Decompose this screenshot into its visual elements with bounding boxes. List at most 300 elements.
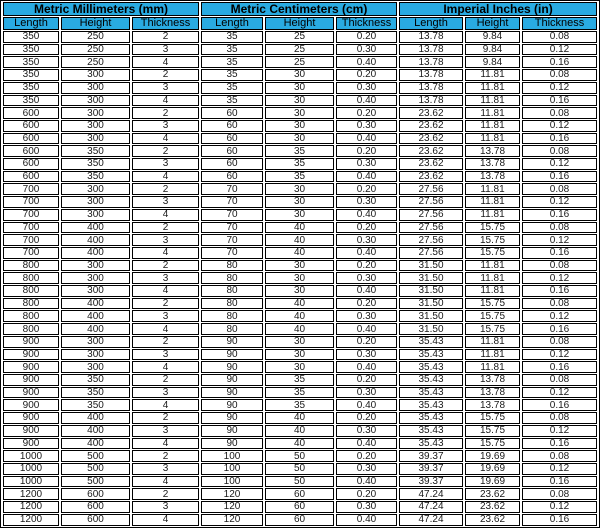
table-cell: 23.62	[465, 501, 520, 513]
table-cell: 47.24	[399, 488, 463, 500]
table-cell: 0.16	[522, 133, 597, 145]
table-cell: 27.56	[399, 183, 463, 195]
table-cell: 0.30	[336, 196, 397, 208]
table-cell: 2	[132, 183, 199, 195]
table-cell: 35.43	[399, 438, 463, 450]
table-cell: 2	[132, 412, 199, 424]
table-cell: 300	[61, 196, 130, 208]
table-cell: 900	[3, 387, 59, 399]
table-cell: 19.69	[465, 450, 520, 462]
table-cell: 0.16	[522, 95, 597, 107]
table-cell: 0.30	[336, 234, 397, 246]
table-cell: 0.30	[336, 501, 397, 513]
table-cell: 11.81	[465, 285, 520, 297]
table-cell: 400	[61, 412, 130, 424]
table-cell: 11.81	[465, 69, 520, 81]
table-cell: 600	[3, 107, 59, 119]
table-cell: 35	[265, 374, 334, 386]
table-cell: 350	[3, 95, 59, 107]
table-cell: 4	[132, 209, 199, 221]
table-row	[3, 323, 597, 335]
table-cell: 300	[61, 95, 130, 107]
table-cell: 11.81	[465, 82, 520, 94]
table-row	[3, 514, 597, 526]
table-cell: 13.78	[399, 44, 463, 56]
table-cell: 300	[61, 361, 130, 373]
table-cell: 600	[3, 145, 59, 157]
table-cell: 35.43	[399, 361, 463, 373]
table-cell: 0.40	[336, 247, 397, 259]
table-cell: 4	[132, 399, 199, 411]
table-cell: 31.50	[399, 298, 463, 310]
table-cell: 350	[3, 44, 59, 56]
table-cell: 90	[201, 425, 263, 437]
table-cell: 11.81	[465, 107, 520, 119]
table-cell: 500	[61, 463, 130, 475]
table-cell: 0.12	[522, 44, 597, 56]
table-cell: 9.84	[465, 56, 520, 68]
table-cell: 11.81	[465, 95, 520, 107]
table-cell: 2	[132, 107, 199, 119]
table-cell: 0.30	[336, 425, 397, 437]
table-cell: 25	[265, 56, 334, 68]
table-cell: 0.08	[522, 488, 597, 500]
table-cell: 3	[132, 387, 199, 399]
table-cell: 300	[61, 183, 130, 195]
group-header-row	[3, 2, 597, 16]
table-cell: 3	[132, 463, 199, 475]
group-header-cm: Metric Centimeters (cm)	[201, 2, 397, 16]
table-cell: 23.62	[465, 488, 520, 500]
table-cell: 600	[3, 171, 59, 183]
table-cell: 3	[132, 349, 199, 361]
table-cell: 30	[265, 120, 334, 132]
table-cell: 39.37	[399, 476, 463, 488]
table-cell: 4	[132, 133, 199, 145]
table-cell: 0.20	[336, 222, 397, 234]
table-cell: 15.75	[465, 425, 520, 437]
table-cell: 40	[265, 247, 334, 259]
table-cell: 350	[61, 399, 130, 411]
table-cell: 0.20	[336, 336, 397, 348]
table-cell: 31.50	[399, 285, 463, 297]
table-cell: 11.81	[465, 336, 520, 348]
table-cell: 39.37	[399, 450, 463, 462]
table-row	[3, 234, 597, 246]
table-cell: 350	[3, 82, 59, 94]
table-cell: 13.78	[399, 31, 463, 43]
table-cell: 70	[201, 234, 263, 246]
table-cell: 90	[201, 399, 263, 411]
table-cell: 30	[265, 209, 334, 221]
table-cell: 100	[201, 476, 263, 488]
table-cell: 35.43	[399, 374, 463, 386]
table-cell: 40	[265, 323, 334, 335]
table-cell: 700	[3, 234, 59, 246]
table-cell: 500	[61, 476, 130, 488]
table-cell: 300	[61, 82, 130, 94]
table-cell: 35.43	[399, 425, 463, 437]
table-row	[3, 95, 597, 107]
table-cell: 13.78	[465, 399, 520, 411]
table-cell: 90	[201, 374, 263, 386]
table-cell: 600	[3, 120, 59, 132]
table-cell: 35	[265, 158, 334, 170]
table-cell: 250	[61, 31, 130, 43]
table-cell: 900	[3, 412, 59, 424]
table-cell: 120	[201, 501, 263, 513]
table-cell: 3	[132, 44, 199, 56]
table-cell: 60	[201, 145, 263, 157]
table-row	[3, 133, 597, 145]
table-cell: 70	[201, 209, 263, 221]
table-cell: 120	[201, 488, 263, 500]
table-cell: 50	[265, 450, 334, 462]
table-cell: 4	[132, 361, 199, 373]
table-cell: 0.30	[336, 82, 397, 94]
table-cell: 2	[132, 222, 199, 234]
table-cell: 0.40	[336, 209, 397, 221]
table-cell: 50	[265, 476, 334, 488]
table-cell: 700	[3, 222, 59, 234]
table-cell: 30	[265, 82, 334, 94]
table-row	[3, 501, 597, 513]
table-cell: 400	[61, 222, 130, 234]
table-cell: 300	[61, 133, 130, 145]
table-cell: 0.16	[522, 476, 597, 488]
table-cell: 2	[132, 374, 199, 386]
table-cell: 0.30	[336, 158, 397, 170]
table-cell: 80	[201, 298, 263, 310]
table-cell: 800	[3, 285, 59, 297]
table-cell: 70	[201, 247, 263, 259]
table-cell: 0.16	[522, 209, 597, 221]
table-cell: 11.81	[465, 209, 520, 221]
table-row	[3, 488, 597, 500]
table-cell: 350	[61, 158, 130, 170]
table-row	[3, 285, 597, 297]
table-cell: 0.40	[336, 133, 397, 145]
table-cell: 27.56	[399, 247, 463, 259]
table-cell: 60	[201, 158, 263, 170]
table-cell: 4	[132, 95, 199, 107]
table-cell: 0.40	[336, 514, 397, 526]
table-row	[3, 361, 597, 373]
table-row	[3, 374, 597, 386]
table-cell: 90	[201, 387, 263, 399]
table-cell: 60	[201, 107, 263, 119]
table-cell: 350	[61, 145, 130, 157]
table-cell: 35.43	[399, 336, 463, 348]
table-cell: 900	[3, 438, 59, 450]
table-cell: 2	[132, 488, 199, 500]
table-cell: 350	[3, 69, 59, 81]
table-cell: 0.08	[522, 298, 597, 310]
table-cell: 800	[3, 260, 59, 272]
table-cell: 0.40	[336, 56, 397, 68]
table-cell: 3	[132, 158, 199, 170]
table-cell: 47.24	[399, 501, 463, 513]
table-cell: 30	[265, 196, 334, 208]
table-cell: 0.08	[522, 145, 597, 157]
table-cell: 250	[61, 56, 130, 68]
table-cell: 35.43	[399, 349, 463, 361]
table-cell: 0.20	[336, 374, 397, 386]
table-cell: 0.20	[336, 298, 397, 310]
table-cell: 0.40	[336, 171, 397, 183]
table-cell: 13.78	[399, 56, 463, 68]
table-cell: 800	[3, 310, 59, 322]
table-cell: 0.16	[522, 171, 597, 183]
table-cell: 1200	[3, 488, 59, 500]
table-cell: 300	[61, 209, 130, 221]
col-header-mm-thickness: Thickness	[132, 17, 199, 30]
table-cell: 60	[265, 488, 334, 500]
table-cell: 350	[3, 31, 59, 43]
table-cell: 19.69	[465, 463, 520, 475]
table-cell: 900	[3, 374, 59, 386]
table-cell: 27.56	[399, 234, 463, 246]
table-cell: 300	[61, 120, 130, 132]
table-cell: 13.78	[465, 387, 520, 399]
table-cell: 13.78	[465, 145, 520, 157]
table-cell: 13.78	[465, 158, 520, 170]
table-cell: 0.16	[522, 438, 597, 450]
table-cell: 15.75	[465, 234, 520, 246]
table-cell: 0.12	[522, 272, 597, 284]
table-cell: 30	[265, 69, 334, 81]
table-row	[3, 31, 597, 43]
table-cell: 90	[201, 361, 263, 373]
table-cell: 400	[61, 234, 130, 246]
table-cell: 35	[201, 44, 263, 56]
table-cell: 11.81	[465, 260, 520, 272]
table-cell: 40	[265, 222, 334, 234]
table-cell: 400	[61, 310, 130, 322]
table-cell: 30	[265, 95, 334, 107]
table-cell: 0.30	[336, 310, 397, 322]
table-cell: 31.50	[399, 310, 463, 322]
table-row	[3, 336, 597, 348]
table-cell: 35	[201, 56, 263, 68]
table-cell: 0.30	[336, 120, 397, 132]
col-header-mm-length: Length	[3, 17, 59, 30]
table-cell: 350	[61, 374, 130, 386]
table-cell: 3	[132, 196, 199, 208]
table-cell: 70	[201, 183, 263, 195]
table-cell: 23.62	[399, 133, 463, 145]
table-cell: 2	[132, 145, 199, 157]
table-row	[3, 183, 597, 195]
table-cell: 3	[132, 310, 199, 322]
table-cell: 350	[61, 387, 130, 399]
table-row	[3, 69, 597, 81]
table-cell: 90	[201, 438, 263, 450]
table-cell: 13.78	[465, 374, 520, 386]
table-cell: 70	[201, 196, 263, 208]
table-cell: 2	[132, 31, 199, 43]
col-header-in-thickness: Thickness	[522, 17, 597, 30]
table-cell: 4	[132, 171, 199, 183]
table-cell: 0.08	[522, 412, 597, 424]
table-row	[3, 298, 597, 310]
table-cell: 4	[132, 285, 199, 297]
table-cell: 0.08	[522, 183, 597, 195]
table-cell: 60	[201, 133, 263, 145]
table-cell: 30	[265, 285, 334, 297]
table-cell: 47.24	[399, 514, 463, 526]
table-cell: 3	[132, 272, 199, 284]
table-cell: 2	[132, 450, 199, 462]
table-cell: 70	[201, 222, 263, 234]
table-cell: 4	[132, 56, 199, 68]
table-row	[3, 44, 597, 56]
table-row	[3, 412, 597, 424]
table-cell: 23.62	[399, 158, 463, 170]
table-cell: 30	[265, 183, 334, 195]
table-row	[3, 196, 597, 208]
table-cell: 0.08	[522, 336, 597, 348]
table-cell: 4	[132, 438, 199, 450]
table-cell: 2	[132, 69, 199, 81]
table-cell: 0.12	[522, 310, 597, 322]
table-cell: 9.84	[465, 44, 520, 56]
table-cell: 300	[61, 349, 130, 361]
table-cell: 30	[265, 336, 334, 348]
table-cell: 80	[201, 272, 263, 284]
table-cell: 23.62	[399, 171, 463, 183]
group-header-mm: Metric Millimeters (mm)	[3, 2, 199, 16]
table-cell: 23.62	[399, 120, 463, 132]
table-cell: 350	[3, 56, 59, 68]
table-cell: 4	[132, 247, 199, 259]
table-cell: 1200	[3, 514, 59, 526]
table-cell: 0.12	[522, 463, 597, 475]
table-row	[3, 247, 597, 259]
table-cell: 40	[265, 425, 334, 437]
table-cell: 23.62	[465, 514, 520, 526]
table-cell: 30	[265, 107, 334, 119]
table-cell: 0.08	[522, 107, 597, 119]
table-cell: 1200	[3, 501, 59, 513]
table-cell: 27.56	[399, 196, 463, 208]
table-cell: 35.43	[399, 412, 463, 424]
table-cell: 11.81	[465, 272, 520, 284]
col-header-mm-height: Height	[61, 17, 130, 30]
table-cell: 900	[3, 361, 59, 373]
table-cell: 13.78	[399, 69, 463, 81]
table-cell: 4	[132, 476, 199, 488]
table-cell: 0.30	[336, 44, 397, 56]
table-cell: 0.12	[522, 501, 597, 513]
table-cell: 300	[61, 260, 130, 272]
col-header-cm-length: Length	[201, 17, 263, 30]
table-cell: 0.40	[336, 285, 397, 297]
table-cell: 0.12	[522, 349, 597, 361]
table-cell: 600	[61, 488, 130, 500]
table-cell: 15.75	[465, 222, 520, 234]
table-cell: 0.12	[522, 120, 597, 132]
table-row	[3, 56, 597, 68]
table-cell: 300	[61, 336, 130, 348]
table-cell: 60	[265, 501, 334, 513]
table-cell: 3	[132, 501, 199, 513]
table-cell: 0.20	[336, 488, 397, 500]
table-cell: 31.50	[399, 272, 463, 284]
table-cell: 0.16	[522, 323, 597, 335]
table-cell: 30	[265, 272, 334, 284]
table-cell: 80	[201, 323, 263, 335]
table-cell: 3	[132, 82, 199, 94]
table-cell: 11.81	[465, 349, 520, 361]
table-row	[3, 145, 597, 157]
table-cell: 600	[3, 158, 59, 170]
table-cell: 0.08	[522, 31, 597, 43]
table-row	[3, 171, 597, 183]
table-cell: 0.30	[336, 349, 397, 361]
table-cell: 0.20	[336, 31, 397, 43]
table-cell: 25	[265, 44, 334, 56]
table-cell: 15.75	[465, 298, 520, 310]
table-cell: 0.12	[522, 234, 597, 246]
table-cell: 300	[61, 285, 130, 297]
table-cell: 60	[201, 120, 263, 132]
table-row	[3, 209, 597, 221]
table-cell: 800	[3, 298, 59, 310]
table-row	[3, 349, 597, 361]
table-cell: 350	[61, 171, 130, 183]
table-cell: 15.75	[465, 247, 520, 259]
col-header-in-length: Length	[399, 17, 463, 30]
table-row	[3, 158, 597, 170]
table-cell: 0.30	[336, 463, 397, 475]
table-cell: 80	[201, 285, 263, 297]
table-cell: 0.20	[336, 145, 397, 157]
table-row	[3, 463, 597, 475]
table-cell: 35	[201, 69, 263, 81]
table-cell: 11.81	[465, 361, 520, 373]
table-cell: 35	[265, 387, 334, 399]
table-cell: 900	[3, 349, 59, 361]
table-cell: 15.75	[465, 438, 520, 450]
table-cell: 900	[3, 399, 59, 411]
table-cell: 300	[61, 69, 130, 81]
table-cell: 11.81	[465, 196, 520, 208]
table-cell: 15.75	[465, 412, 520, 424]
table-cell: 600	[61, 501, 130, 513]
table-cell: 13.78	[399, 82, 463, 94]
table-cell: 600	[3, 133, 59, 145]
table-cell: 0.16	[522, 361, 597, 373]
table-cell: 800	[3, 323, 59, 335]
table-row	[3, 425, 597, 437]
table-cell: 500	[61, 450, 130, 462]
table-cell: 2	[132, 336, 199, 348]
table-cell: 0.40	[336, 438, 397, 450]
table-row	[3, 310, 597, 322]
table-cell: 27.56	[399, 209, 463, 221]
table-cell: 700	[3, 196, 59, 208]
table-cell: 11.81	[465, 183, 520, 195]
table-cell: 1000	[3, 463, 59, 475]
table-cell: 40	[265, 234, 334, 246]
table-cell: 0.12	[522, 196, 597, 208]
table-cell: 0.20	[336, 260, 397, 272]
table-row	[3, 399, 597, 411]
table-cell: 0.40	[336, 399, 397, 411]
table-cell: 0.12	[522, 158, 597, 170]
table-cell: 800	[3, 272, 59, 284]
